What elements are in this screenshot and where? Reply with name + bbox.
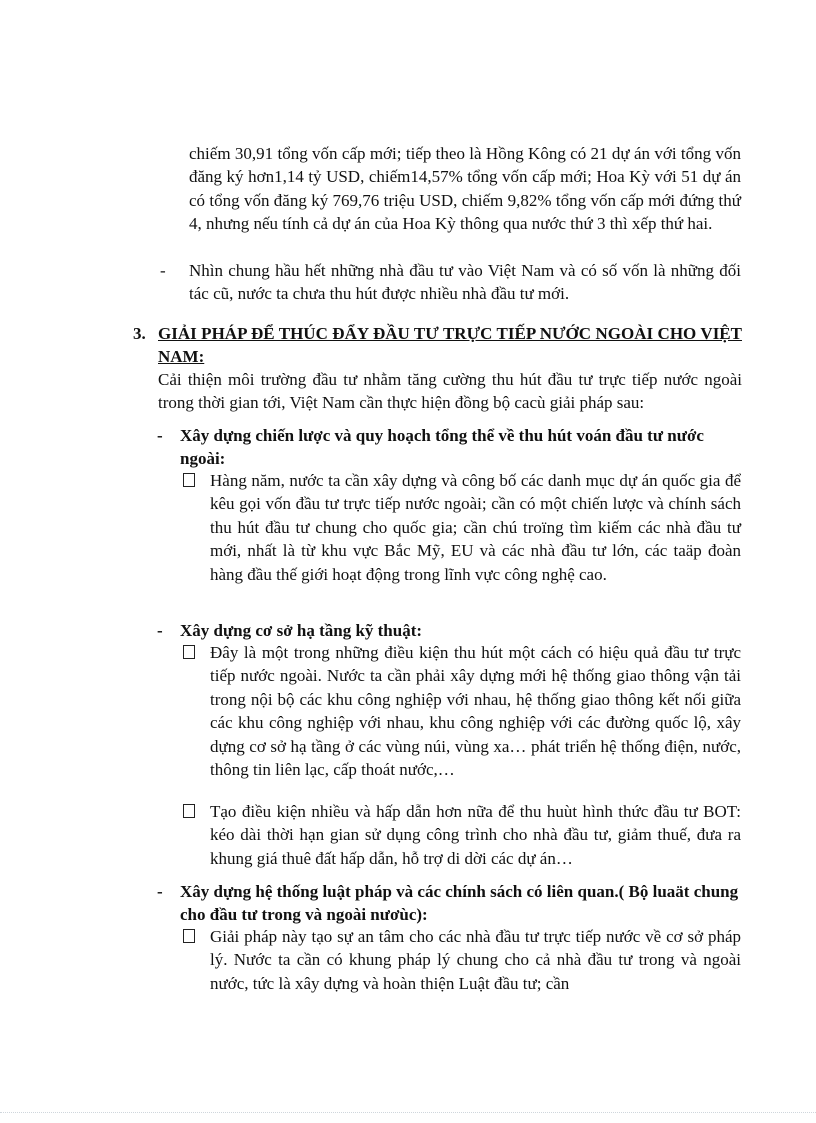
bullet-text: Giải pháp này tạo sự an tâm cho các nhà đầu tư trực tiếp nước về cơ sở pháp lý. Nước ta cần có khung pháp lý chung cho cả nhà đầu tư trong và ngoài nước, tức là xây dựng và hoàn thiện Luật đầu tư; cần <box>210 927 741 993</box>
subsection-title: Xây dựng chiến lược và quy hoạch tổng thể về thu hút voán đầu tư nước ngoài: <box>180 426 704 468</box>
continuation-paragraph: chiếm 30,91 tổng vốn cấp mới; tiếp theo là Hồng Kông có 21 dự án với tổng vốn đăng ký hơn1,14 tỷ USD, chiếm14,57% tổng vốn cấp mới; Hoa Kỳ với 51 dự án có tổng vốn đăng ký 769,76 triệu USD, chiếm 9,82% tổng vốn cấp mới đứng thứ 4, nhưng nếu tính cả dự án của Hoa Kỳ thông qua nước thứ 3 thì xếp thứ hai. <box>189 144 741 234</box>
bullet-text: Hàng năm, nước ta cần xây dựng và công bố các danh mục dự án quốc gia để kêu gọi vốn đầu tư trực tiếp nước ngoài; cần có một chiến lược và chính sách thu hút đầu tư chung cho quốc gia; cần chú troïng tìm kiếm các nhà đầu tư mới, nhất là từ khu vực Bắc Mỹ, EU và các nhà đầu tư lớn, các taäp đoàn hàng đầu thế giới hoạt động trong lĩnh vực công nghệ cao. <box>210 471 741 584</box>
section-number: 3. <box>133 324 146 343</box>
checkbox-bullet-icon <box>183 804 195 818</box>
subsection-marker: - <box>157 882 163 901</box>
bullet-text: Tạo điều kiện nhiều và hấp dẫn hơn nữa để thu huùt hình thức đầu tư BOT: kéo dài thời hạn gian sử dụng công trình cho nhà đầu tư, giảm thuế, đưa ra khung giá thuê đất hấp dẫn, hỗ trợ di dời các dự án… <box>210 802 741 868</box>
section-intro: Cải thiện môi trường đầu tư nhằm tăng cường thu hút đầu tư trực tiếp nước ngoài trong thời gian tới, Việt Nam cần thực hiện đồng bộ cacù giải pháp sau: <box>158 370 742 413</box>
subsection-title: Xây dựng cơ sở hạ tầng kỹ thuật: <box>180 621 423 640</box>
section-title: GIẢI PHÁP ĐỂ THÚC ĐẨY ĐẦU TƯ TRỰC TIẾP NƯỚC NGOÀI CHO VIỆT NAM: <box>158 324 742 366</box>
checkbox-bullet-icon <box>183 645 195 659</box>
bullet-text: Đây là một trong những điều kiện thu hút một cách có hiệu quả đầu tư trực tiếp nước ngoài. Nước ta cần phải xây dựng mới hệ thống giao thông vận tải trong nội bộ các khu công nghiệp với nhau, hệ thống giao thông kết nối giữa các khu công nghiệp với nhau, khu công nghiệp với các đường quốc lộ, xây dựng cơ sở hạ tầng ở các vùng núi, vùng xa… phát triển hệ thống điện, nước, thông tin liên lạc, cấp thoát nước,… <box>210 643 741 780</box>
subsection-marker: - <box>157 426 163 445</box>
dash-marker: - <box>160 261 166 280</box>
checkbox-bullet-icon <box>183 473 195 487</box>
dash-item-text: Nhìn chung hầu hết những nhà đầu tư vào Việt Nam và có số vốn là những đối tác cũ, nước ta chưa thu hút được nhiều nhà đầu tư mới. <box>189 261 741 304</box>
checkbox-bullet-icon <box>183 929 195 943</box>
subsection-marker: - <box>157 621 163 640</box>
subsection-title: Xây dựng hệ thống luật pháp và các chính sách có liên quan.( Bộ luaät chung cho đầu tư trong và ngoài nươùc): <box>180 882 739 924</box>
page-bottom-divider <box>0 1112 816 1114</box>
